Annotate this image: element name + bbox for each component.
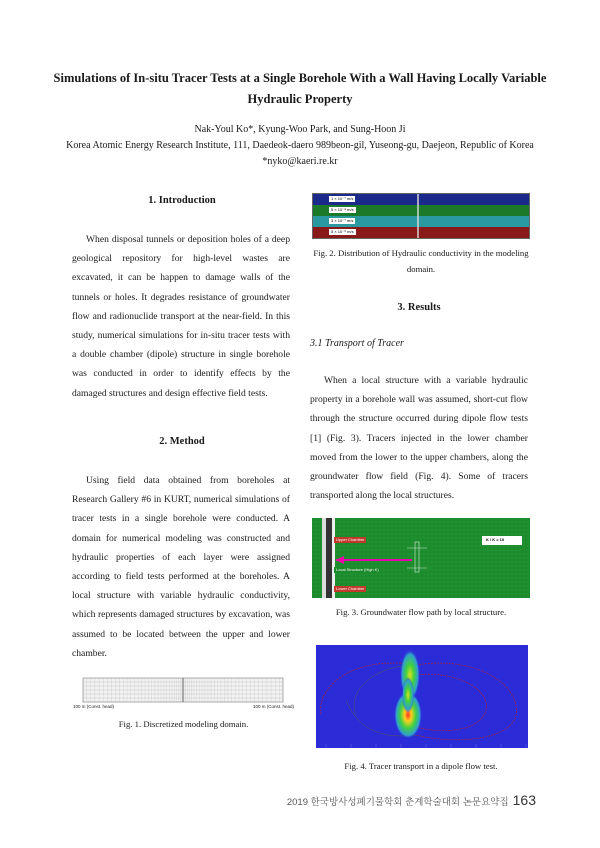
transport-subheading: 3.1 Transport of Tracer [310,338,404,349]
author-block [40,122,560,170]
intro-heading: 1. Introduction [148,195,216,206]
paper-title: Simulations of In-situ Tracer Tests at a Single Borehole With a Wall Having Locally Variable Hydraulic Property [53,71,547,106]
fig1-left-label: 100 m (Const. head) [73,704,115,709]
figure-2-conductivity [312,193,530,239]
page-footer [287,792,536,808]
authors: Nak-Youl Ko*, Kyung-Woo Park, and Sung-Hoon Ji [194,124,406,135]
k-ratio-label: K / K = 10 [486,537,505,542]
figure-3-flowpath [312,518,530,598]
figure-2-caption: Fig. 2. Distribution of Hydraulic conductivity in the modeling domain. [313,248,529,274]
method-heading: 2. Method [159,436,205,447]
upper-chamber-label: Upper Chamber [336,537,365,542]
local-structure-label: Local Structure (High K) [336,567,379,572]
lower-chamber-label: Lower Chamber [336,586,365,591]
figure-4-caption: Fig. 4. Tracer transport in a dipole flow test. [344,761,498,771]
intro-text: When disposal tunnels or deposition holes of a deep geological repository for high-level wastes are excavated, it can be happen to damage walls of the tunnels or holes. It degrades resistance of groundwater flow and radionuclide transport at the near-field. In this study, numerical simulations for in-situ tracer tests with a double chamber (dipole) structure in single borehole was conducted in order to identify effects by the damaged structures and design effective field tests. [72,234,290,399]
figure-4-tracer [316,645,528,748]
fig1-right-label: 100 m (Const. head) [252,704,294,709]
method-text: Using field data obtained from boreholes at Research Gallery #6 in KURT, numerical simulations of tracer tests in a single borehole were conducted. A domain for numerical modeling was constructed and hydraulic properties of each layer were assigned according to field tests performed at the boreholes. A local structure with variable hydraulic conductivity, which represents damaged structures by excavation, was assumed to be located between the upper and lower chamber. [72,475,290,659]
layer-label-3: 3 × 10⁻⁷ m/s [331,218,354,223]
page-number: 163 [512,792,536,808]
results-heading: 3. Results [397,302,441,313]
footer-text: 2019 한국방사성폐기물학회 춘계학술대회 논문요약집 [286,797,509,808]
layer-label-4: 5 × 10⁻⁸ m/s [331,229,354,234]
figure-1-mesh [73,677,294,711]
figure-1-caption: Fig. 1. Discretized modeling domain. [118,719,249,729]
affiliation: Korea Atomic Energy Research Institute, 111, Daedeok-daero 989beon-gil, Yuseong-gu, Daejeon, Republic of Korea [66,140,534,151]
layer-label-1: 1 × 10⁻⁷ m/s [331,196,354,201]
layer-label-2: 5 × 10⁻⁸ m/s [331,207,354,212]
email: *nyko@kaeri.re.kr [262,156,338,167]
results-text: When a local structure with a variable hydraulic property in a borehole wall was assumed, short-cut flow through the structure occurred during dipole flow tests [1] (Fig. 3). Tracers injected in the lower chamber moved from the lower to the upper chambers, along the groundwater flow field (Fig. 4). Some of tracers transported along the local structures. [310,375,528,502]
figure-3-caption: Fig. 3. Groundwater flow path by local structure. [335,607,507,617]
